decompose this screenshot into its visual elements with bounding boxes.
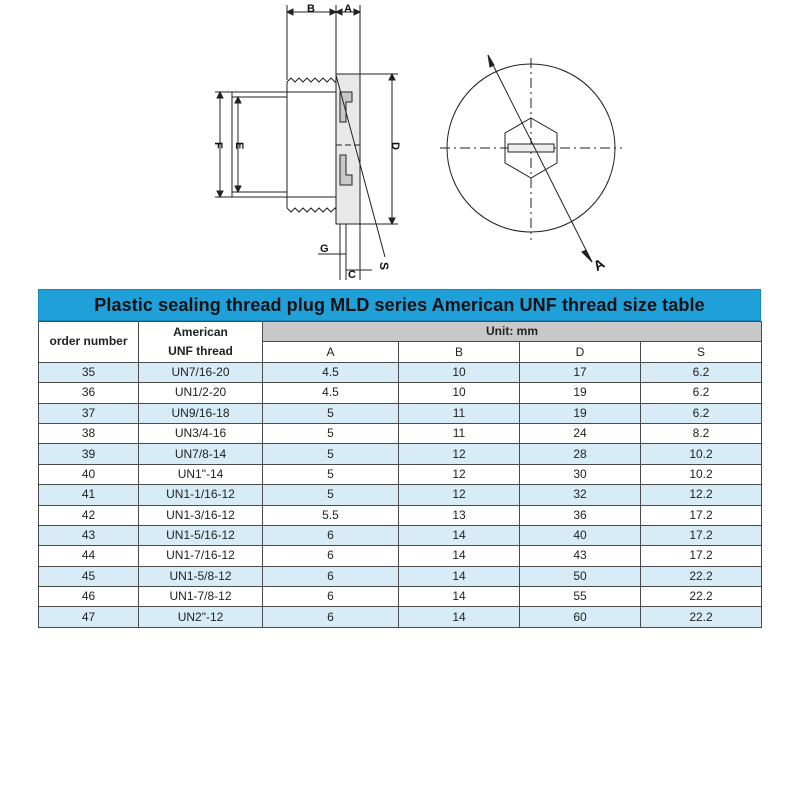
cell-thread: UN1/2-20 [139, 383, 263, 403]
cell-thread: UN1"-14 [139, 464, 263, 484]
table-row [39, 423, 762, 443]
label-section: A [590, 255, 608, 274]
cell-order: 37 [39, 403, 139, 423]
cell-thread: UN1-5/8-12 [139, 566, 263, 586]
cell-thread: UN7/8-14 [139, 444, 263, 464]
cell-b: 12 [399, 485, 520, 505]
table-row [39, 525, 762, 545]
cell-a: 6 [263, 525, 399, 545]
cell-s: 10.2 [641, 444, 762, 464]
cell-d: 40 [520, 525, 641, 545]
cell-a: 6 [263, 607, 399, 627]
cell-order: 40 [39, 464, 139, 484]
header-unit: Unit: mm [263, 322, 762, 342]
header-thread-type-line1: American [173, 324, 228, 339]
label-e: E [233, 142, 245, 150]
header-col-d: D [520, 342, 641, 362]
header-thread-type-line2: UNF thread [168, 343, 233, 358]
cell-order: 36 [39, 383, 139, 403]
cell-s: 8.2 [641, 423, 762, 443]
cell-s: 22.2 [641, 566, 762, 586]
table-row [39, 464, 762, 484]
cell-s: 6.2 [641, 403, 762, 423]
cell-a: 6 [263, 546, 399, 566]
table-row [39, 587, 762, 607]
table-row [39, 444, 762, 464]
cell-d: 32 [520, 485, 641, 505]
header-thread-type [139, 322, 263, 363]
cell-a: 4.5 [263, 362, 399, 382]
header-order-number: order number [39, 322, 139, 363]
cell-thread: UN1-5/16-12 [139, 525, 263, 545]
cell-d: 55 [520, 587, 641, 607]
cell-d: 24 [520, 423, 641, 443]
table-row [39, 485, 762, 505]
cell-order: 46 [39, 587, 139, 607]
cell-b: 14 [399, 546, 520, 566]
cell-b: 11 [399, 423, 520, 443]
cell-thread: UN1-7/16-12 [139, 546, 263, 566]
cell-order: 39 [39, 444, 139, 464]
label-f: F [212, 142, 224, 149]
table-row [39, 505, 762, 525]
label-c: C [348, 269, 356, 281]
cell-d: 19 [520, 383, 641, 403]
cell-b: 14 [399, 587, 520, 607]
cell-thread: UN1-3/16-12 [139, 505, 263, 525]
cell-thread: UN1-7/8-12 [139, 587, 263, 607]
label-b: B [307, 3, 315, 15]
cell-s: 22.2 [641, 607, 762, 627]
cell-order: 44 [39, 546, 139, 566]
header-col-b: B [399, 342, 520, 362]
cell-a: 5 [263, 464, 399, 484]
label-g: G [320, 243, 329, 255]
cell-d: 60 [520, 607, 641, 627]
cell-b: 10 [399, 383, 520, 403]
cell-order: 38 [39, 423, 139, 443]
cell-b: 12 [399, 464, 520, 484]
cell-order: 47 [39, 607, 139, 627]
cell-a: 5 [263, 403, 399, 423]
cell-a: 6 [263, 587, 399, 607]
label-a: A [344, 3, 352, 15]
table-row [39, 383, 762, 403]
table-row [39, 607, 762, 627]
cell-order: 42 [39, 505, 139, 525]
size-table [38, 321, 762, 628]
cell-a: 4.5 [263, 383, 399, 403]
technical-drawing [0, 0, 800, 290]
header-col-a: A [263, 342, 399, 362]
cell-b: 14 [399, 607, 520, 627]
cell-a: 5 [263, 444, 399, 464]
table-body [39, 362, 762, 627]
cell-d: 19 [520, 403, 641, 423]
cell-a: 5 [263, 485, 399, 505]
table-row [39, 566, 762, 586]
header-col-s: S [641, 342, 762, 362]
table-row [39, 546, 762, 566]
cell-s: 12.2 [641, 485, 762, 505]
cell-b: 13 [399, 505, 520, 525]
cell-order: 41 [39, 485, 139, 505]
cell-a: 5 [263, 423, 399, 443]
cell-s: 17.2 [641, 546, 762, 566]
cell-s: 6.2 [641, 362, 762, 382]
cell-order: 35 [39, 362, 139, 382]
cell-b: 11 [399, 403, 520, 423]
cell-d: 36 [520, 505, 641, 525]
cell-b: 14 [399, 525, 520, 545]
cell-order: 43 [39, 525, 139, 545]
cell-thread: UN7/16-20 [139, 362, 263, 382]
cell-s: 22.2 [641, 587, 762, 607]
table-title-banner [38, 289, 761, 321]
table-row [39, 403, 762, 423]
cell-s: 6.2 [641, 383, 762, 403]
cell-thread: UN2"-12 [139, 607, 263, 627]
table-row [39, 362, 762, 382]
cell-s: 17.2 [641, 525, 762, 545]
cell-d: 17 [520, 362, 641, 382]
cell-d: 28 [520, 444, 641, 464]
cell-thread: UN3/4-16 [139, 423, 263, 443]
cell-a: 6 [263, 566, 399, 586]
cell-thread: UN1-1/16-12 [139, 485, 263, 505]
cell-order: 45 [39, 566, 139, 586]
table-title: Plastic sealing thread plug MLD series American UNF thread size table [94, 294, 705, 315]
cell-s: 17.2 [641, 505, 762, 525]
cell-b: 14 [399, 566, 520, 586]
label-s: S [377, 262, 391, 271]
label-d: D [389, 142, 401, 150]
cell-d: 43 [520, 546, 641, 566]
cell-b: 12 [399, 444, 520, 464]
cell-s: 10.2 [641, 464, 762, 484]
cell-d: 50 [520, 566, 641, 586]
cell-d: 30 [520, 464, 641, 484]
cell-b: 10 [399, 362, 520, 382]
cell-a: 5.5 [263, 505, 399, 525]
cell-thread: UN9/16-18 [139, 403, 263, 423]
